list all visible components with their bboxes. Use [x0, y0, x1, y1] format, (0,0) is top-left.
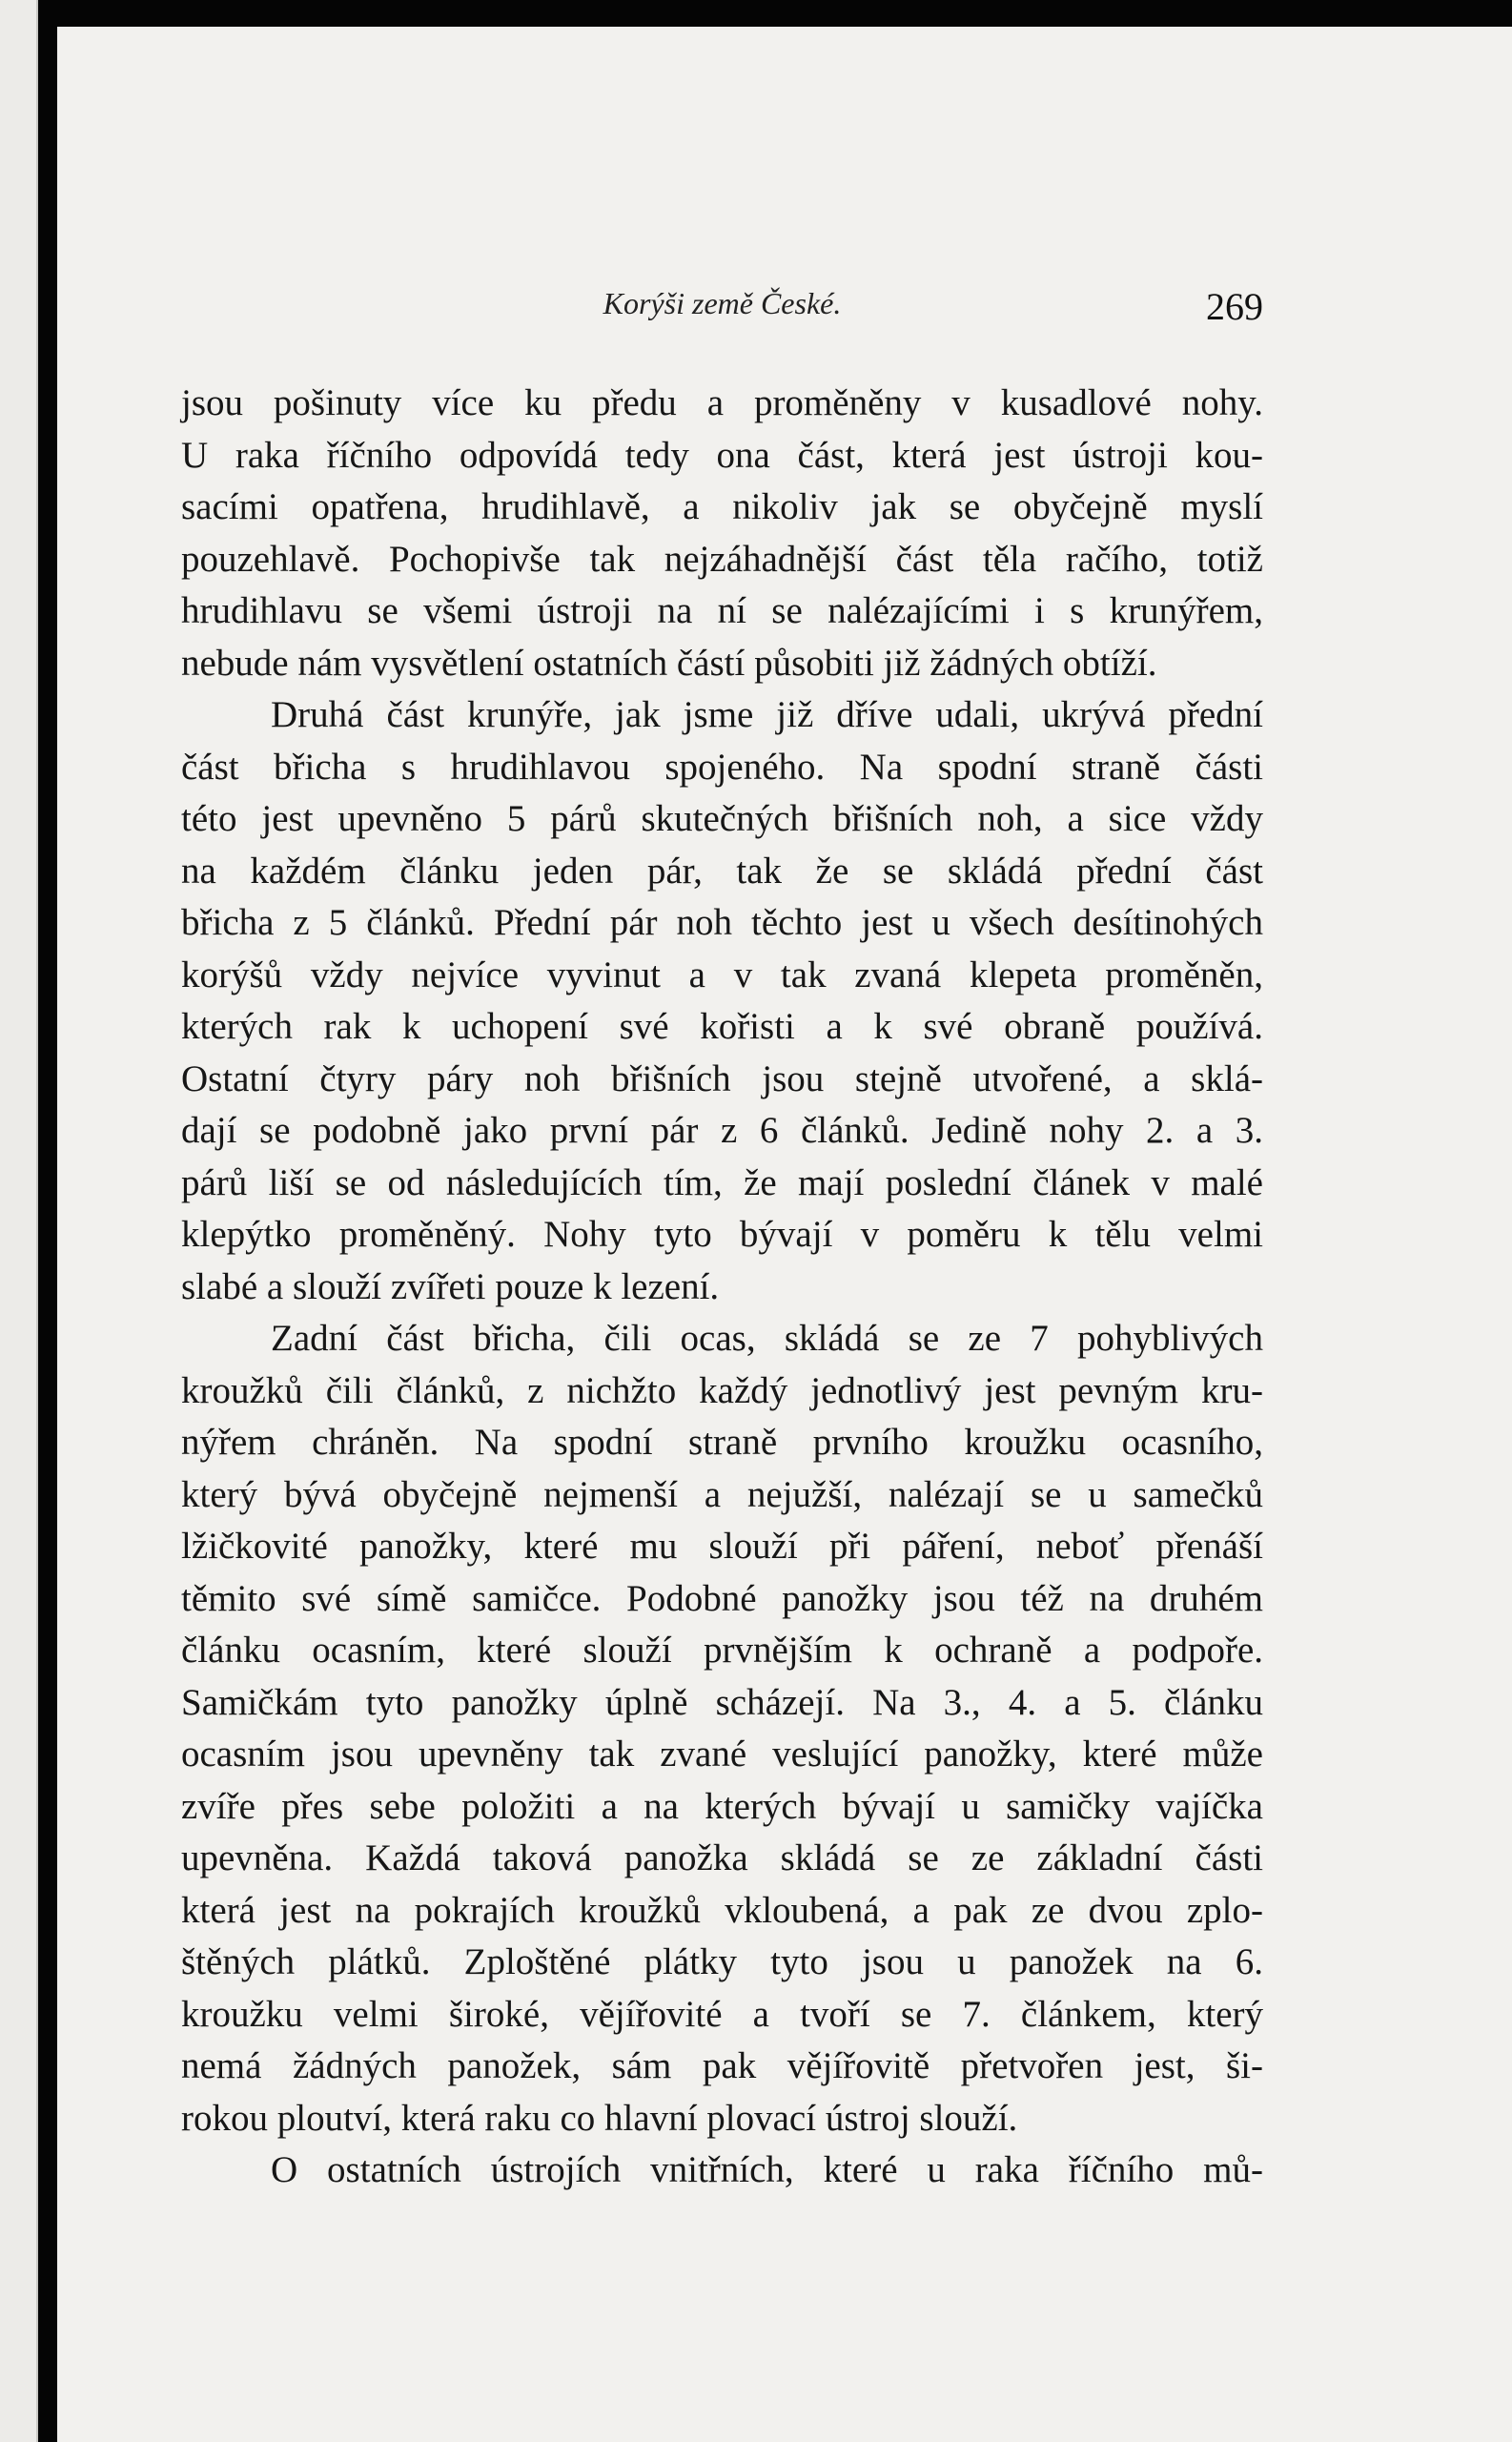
- text-line: této jest upevněno 5 párů skutečných břišních noh, a sice vždy: [181, 798, 1263, 839]
- text-line: na každém článku jeden pár, tak že se skládá přední část: [181, 850, 1263, 892]
- body-text: [181, 378, 1263, 2197]
- text-line: kroužků čili článků, z nichžto každý jednotlivý jest pevným kru-: [181, 1369, 1263, 1411]
- text-line: jsou pošinuty více ku předu a proměněny v kusadlové nohy.: [181, 382, 1263, 423]
- text-line: Ostatní čtyry páry noh břišních jsou stejně utvořené, a sklá-: [181, 1057, 1263, 1099]
- paragraph-start: O ostatních ústrojích vnitřních, které u raka říčního mů-: [271, 2149, 1263, 2190]
- text-line: štěných plátků. Zploštěné plátky tyto jsou u panožek na 6.: [181, 1941, 1263, 1982]
- text-line: dají se podobně jako první pár z 6 článků. Jedině nohy 2. a 3.: [181, 1110, 1263, 1151]
- text-line: rokou ploutví, která raku co hlavní plovací ústroj slouží.: [181, 2097, 1018, 2139]
- text-line: Samičkám tyto panožky úplně scházejí. Na 3., 4. a 5. článku: [181, 1681, 1263, 1723]
- text-line: lžičkovité panožky, které mu slouží při páření, neboť přenáší: [181, 1526, 1263, 1567]
- text-line: část břicha s hrudihlavou spojeného. Na spodní straně části: [181, 746, 1263, 788]
- text-line: upevněna. Každá taková panožka skládá se ze základní části: [181, 1837, 1263, 1878]
- text-line: nebude nám vysvětlení ostatních částí působiti již žádných obtíží.: [181, 642, 1157, 684]
- running-title: Korýši země České.: [603, 286, 842, 320]
- text-line: klepýtko proměněný. Nohy tyto bývají v poměru k tělu velmi: [181, 1214, 1263, 1255]
- paragraph-start: Druhá část krunýře, jak jsme již dříve udali, ukrývá přední: [271, 694, 1263, 735]
- text-line: nemá žádných panožek, sám pak vějířovitě přetvořen jest, ši-: [181, 2045, 1263, 2086]
- text-line: kroužku velmi široké, vějířovité a tvoří se 7. článkem, který: [181, 1993, 1263, 2035]
- text-line: párů liší se od následujících tím, že mají poslední článek v malé: [181, 1161, 1263, 1203]
- text-line: slabé a slouží zvířeti pouze k lezení.: [181, 1265, 720, 1307]
- text-line: břicha z 5 článků. Přední pár noh těchto jest u všech desítinohých: [181, 902, 1263, 943]
- text-line: korýšů vždy nejvíce vyvinut a v tak zvaná klepeta proměněn,: [181, 954, 1263, 995]
- text-line: pouzehlavě. Pochopivše tak nejzáhadnější část těla račího, totiž: [181, 538, 1263, 580]
- text-line: U raka říčního odpovídá tedy ona část, která jest ústroji kou-: [181, 434, 1263, 476]
- text-line: nýřem chráněn. Na spodní straně prvního kroužku ocasního,: [181, 1422, 1263, 1463]
- text-line: která jest na pokrajích kroužků vkloubená, a pak ze dvou zplo-: [181, 1889, 1263, 1931]
- text-line: zvíře přes sebe položiti a na kterých bývají u samičky vajíčka: [181, 1785, 1263, 1827]
- page-number: 269: [1206, 285, 1263, 328]
- text-line: ocasním jsou upevněny tak zvané veslující panožky, které může: [181, 1734, 1263, 1775]
- text-line: článku ocasním, které slouží prvnějším k ochraně a podpoře.: [181, 1630, 1263, 1671]
- text-line: hrudihlavu se všemi ústroji na ní se nalézajícími i s krunýřem,: [181, 590, 1263, 631]
- page-header: [181, 277, 1263, 343]
- text-line: sacími opatřena, hrudihlavě, a nikoliv jak se obyčejně myslí: [181, 486, 1263, 527]
- text-line: který bývá obyčejně nejmenší a nejužší, nalézají se u samečků: [181, 1473, 1263, 1515]
- paragraph-start: Zadní část břicha, čili ocas, skládá se ze 7 pohyblivých: [271, 1318, 1263, 1359]
- page-edge: [0, 0, 38, 2442]
- text-line: těmito své símě samičce. Podobné panožky jsou též na druhém: [181, 1577, 1263, 1619]
- text-line: kterých rak k uchopení své kořisti a k své obraně používá.: [181, 1006, 1263, 1047]
